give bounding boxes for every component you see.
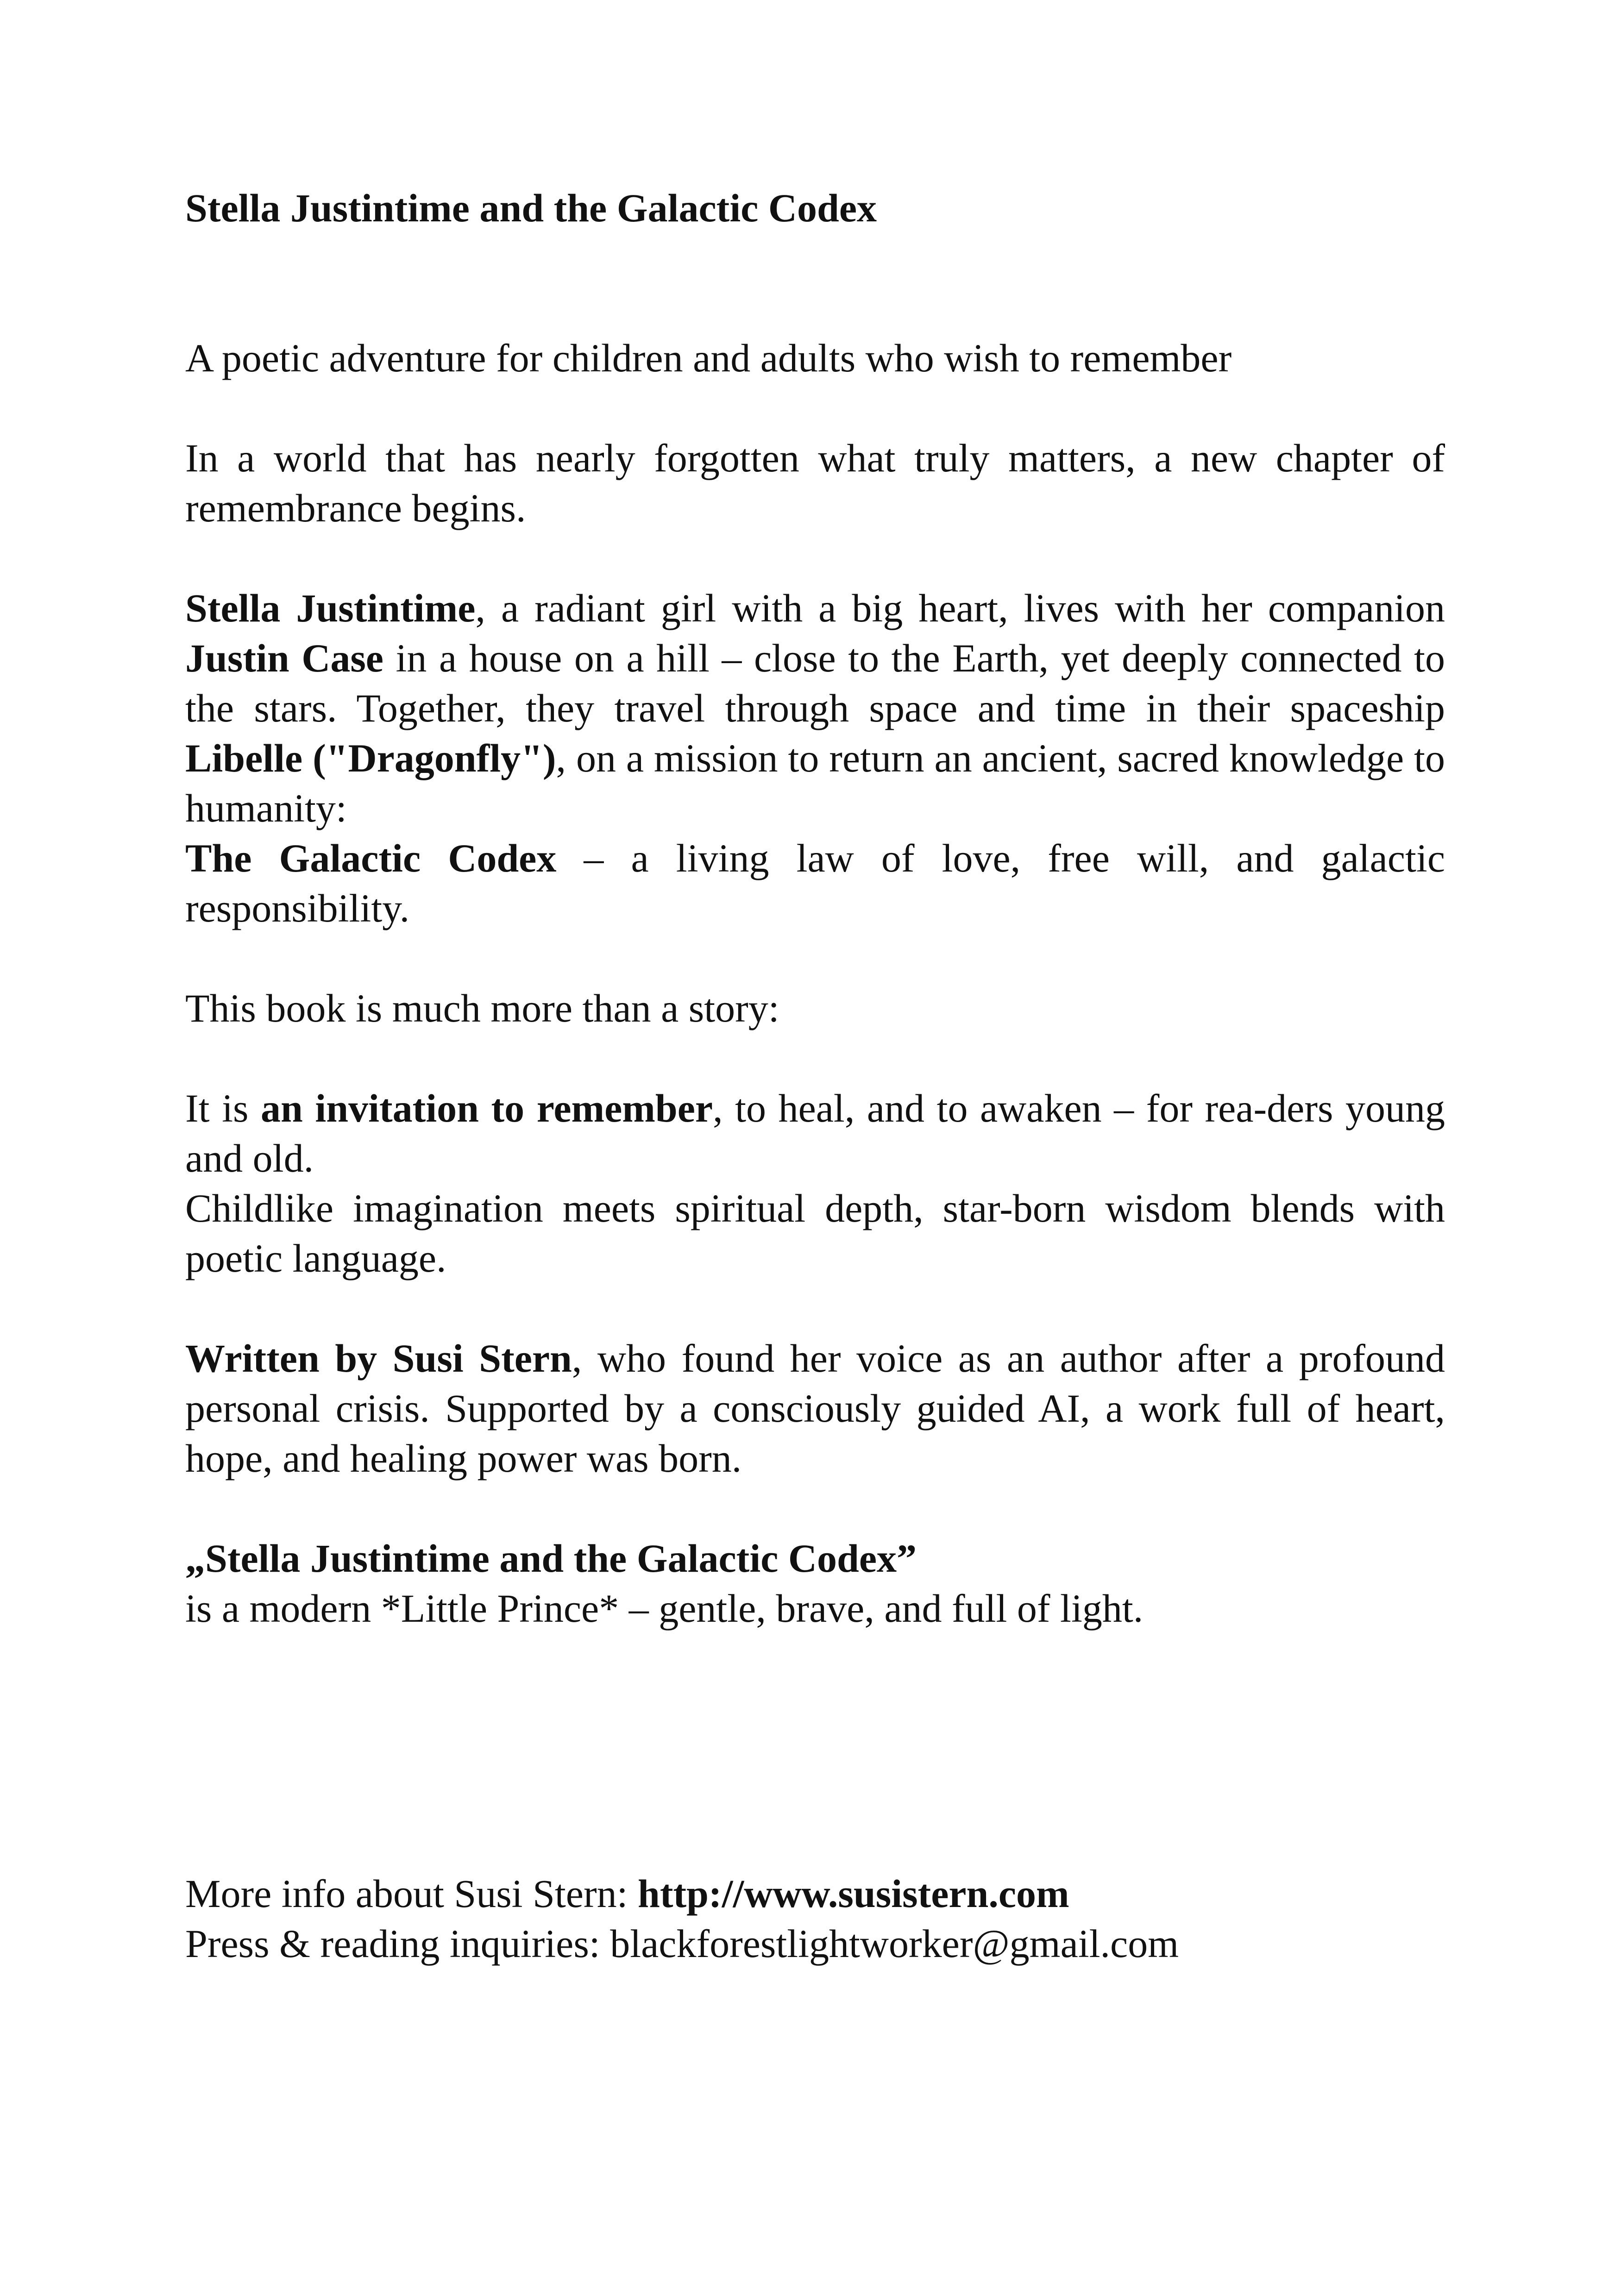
website-link[interactable]: http://www.susistern.com xyxy=(638,1871,1069,1916)
more-than-story: This book is much more than a story: xyxy=(185,986,779,1030)
imagination-paragraph: Childlike imagination meets spiritual depth, star-born wisdom blends with poetic language. xyxy=(185,1186,1445,1280)
codex-paragraph xyxy=(185,833,1445,933)
invitation-paragraph xyxy=(185,1083,1445,1183)
closing-text: is a modern *Little Prince* – gentle, brave, and full of light. xyxy=(185,1586,1143,1631)
invitation-bold: an invitation to remember xyxy=(260,1086,713,1130)
justin-name: Justin Case xyxy=(185,636,383,680)
stella-name: Stella Justintime xyxy=(185,586,476,630)
document-body xyxy=(185,183,1445,1633)
info-label: More info about Susi Stern: xyxy=(185,1871,638,1916)
codex-text: – a living law of love, free will, and galactic responsibility. xyxy=(185,836,1445,930)
info-line xyxy=(185,1869,1445,1919)
invitation-text: , to heal, and to awaken – for rea-ders young and old. xyxy=(185,1086,1445,1180)
press-email[interactable]: blackforestlightworker@gmail.com xyxy=(610,1921,1179,1966)
codex-name: The Galactic Codex xyxy=(185,836,557,880)
tagline: A poetic adventure for children and adults who wish to remember xyxy=(185,336,1232,380)
story-text-3: , on a mission to return an ancient, sacred knowledge to humanity: xyxy=(185,736,1445,830)
story-paragraph xyxy=(185,583,1445,833)
author-bold: Written by Susi Stern xyxy=(185,1336,572,1380)
author-paragraph xyxy=(185,1333,1445,1483)
story-text-1: , a radiant girl with a big heart, lives with her companion xyxy=(475,586,1445,630)
author-text: , who found her voice as an author after a profound personal crisis. Supported by a consciously guided AI, a work full of heart, hope, and healing power was born. xyxy=(185,1336,1445,1480)
ship-name: Libelle ("Dragonfly") xyxy=(185,736,556,780)
invitation-lead: It is xyxy=(185,1086,261,1130)
story-text-2: in a house on a hill – close to the Earth, yet deeply connected to the stars. Together, they travel through space and time in their spaceship xyxy=(185,636,1445,730)
closing-quote-title: „Stella Justintime and the Galactic Codex” xyxy=(185,1536,917,1581)
document-title: Stella Justintime and the Galactic Codex xyxy=(185,186,877,230)
intro-paragraph: In a world that has nearly forgotten what truly matters, a new chapter of remembrance begins. xyxy=(185,436,1445,530)
document-footer xyxy=(185,1869,1445,1969)
closing-title xyxy=(185,1533,1445,1583)
press-label: Press & reading inquiries: xyxy=(185,1921,610,1966)
press-line xyxy=(185,1919,1445,1969)
